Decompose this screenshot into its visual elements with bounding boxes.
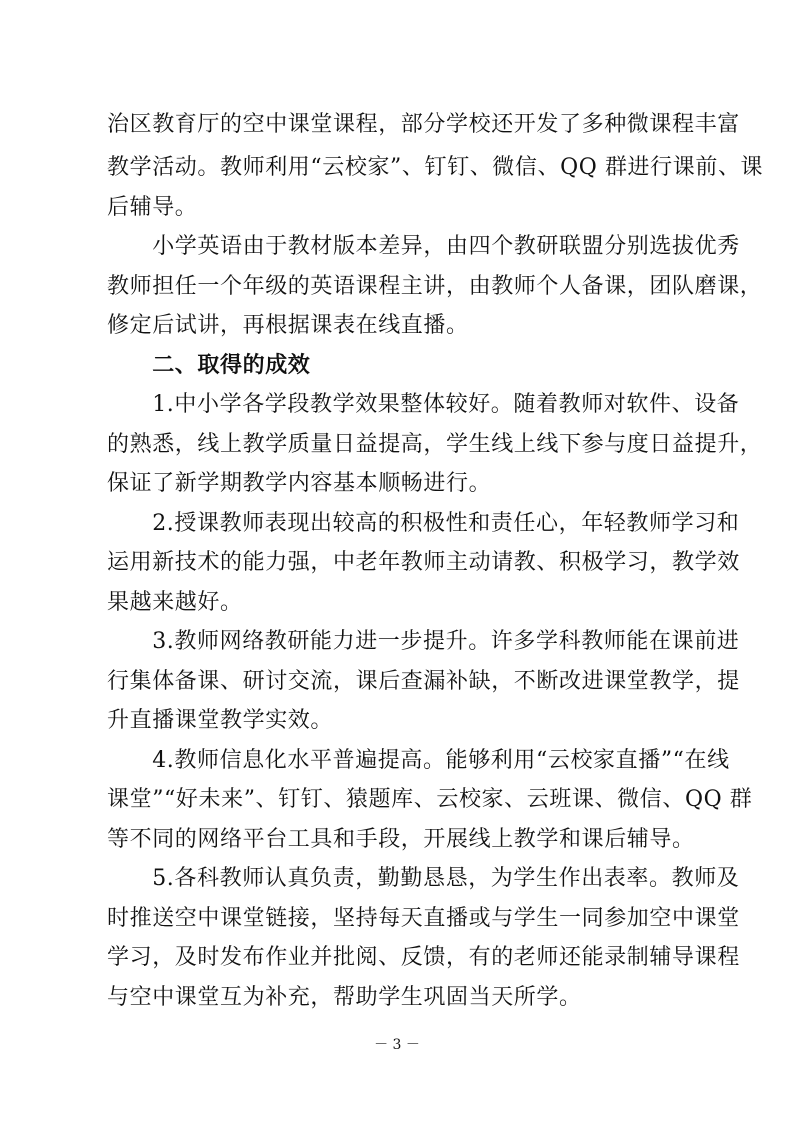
- paragraph-line: 2.授课教师表现出较高的积极性和责任心，年轻教师学习和: [107, 511, 740, 536]
- paragraph-line: 等不同的网络平台工具和手段，开展线上教学和课后辅导。: [107, 827, 695, 852]
- paragraph-line: 小学英语由于教材版本差异，由四个教研联盟分别选拔优秀: [107, 234, 740, 259]
- paragraph-line: 教师担任一个年级的英语课程主讲，由教师个人备课，团队磨课，: [107, 274, 763, 299]
- page-number: － 3 －: [374, 1037, 420, 1053]
- paragraph-line: 5.各科教师认真负责，勤勤恳恳，为学生作出表率。教师及: [107, 866, 740, 891]
- paragraph-line: 运用新技术的能力强，中老年教师主动请教、积极学习，教学效: [107, 550, 740, 575]
- paragraph-line: 3.教师网络教研能力进一步提升。许多学科教师能在课前进: [107, 629, 740, 654]
- paragraph-line: 治区教育厅的空中课堂课程，部分学校还开发了多种微课程丰富: [107, 112, 740, 137]
- paragraph-line: 与空中课堂互为补充，帮助学生巩固当天所学。: [107, 985, 582, 1010]
- paragraph-line: 教学活动。教师利用“云校家”、钉钉、微信、QQ 群进行课前、课: [107, 155, 764, 180]
- paragraph-line: 4.教师信息化水平普遍提高。能够利用“云校家直播”“在线: [107, 748, 730, 773]
- paragraph-line: 行集体备课、研讨交流，课后查漏补缺，不断改进课堂教学，提: [107, 669, 740, 694]
- section-heading: 二、取得的成效: [107, 353, 311, 378]
- paragraph-line: 课堂”“好未来”、钉钉、猿题库、云校家、云班课、微信、QQ 群: [107, 787, 753, 812]
- paragraph-line: 时推送空中课堂链接，坚持每天直播或与学生一同参加空中课堂: [107, 906, 740, 931]
- paragraph-line: 修定后试讲，再根据课表在线直播。: [107, 313, 469, 338]
- paragraph-line: 学习，及时发布作业并批阅、反馈，有的老师还能录制辅导课程: [107, 945, 740, 970]
- paragraph-line: 保证了新学期教学内容基本顺畅进行。: [107, 471, 492, 496]
- paragraph-line: 果越来越好。: [107, 590, 243, 615]
- paragraph-line: 1.中小学各学段教学效果整体较好。随着教师对软件、设备: [107, 392, 740, 417]
- paragraph-line: 后辅导。: [107, 195, 198, 220]
- paragraph-line: 的熟悉，线上教学质量日益提高，学生线上线下参与度日益提升，: [107, 432, 763, 457]
- paragraph-line: 升直播课堂教学实效。: [107, 708, 334, 733]
